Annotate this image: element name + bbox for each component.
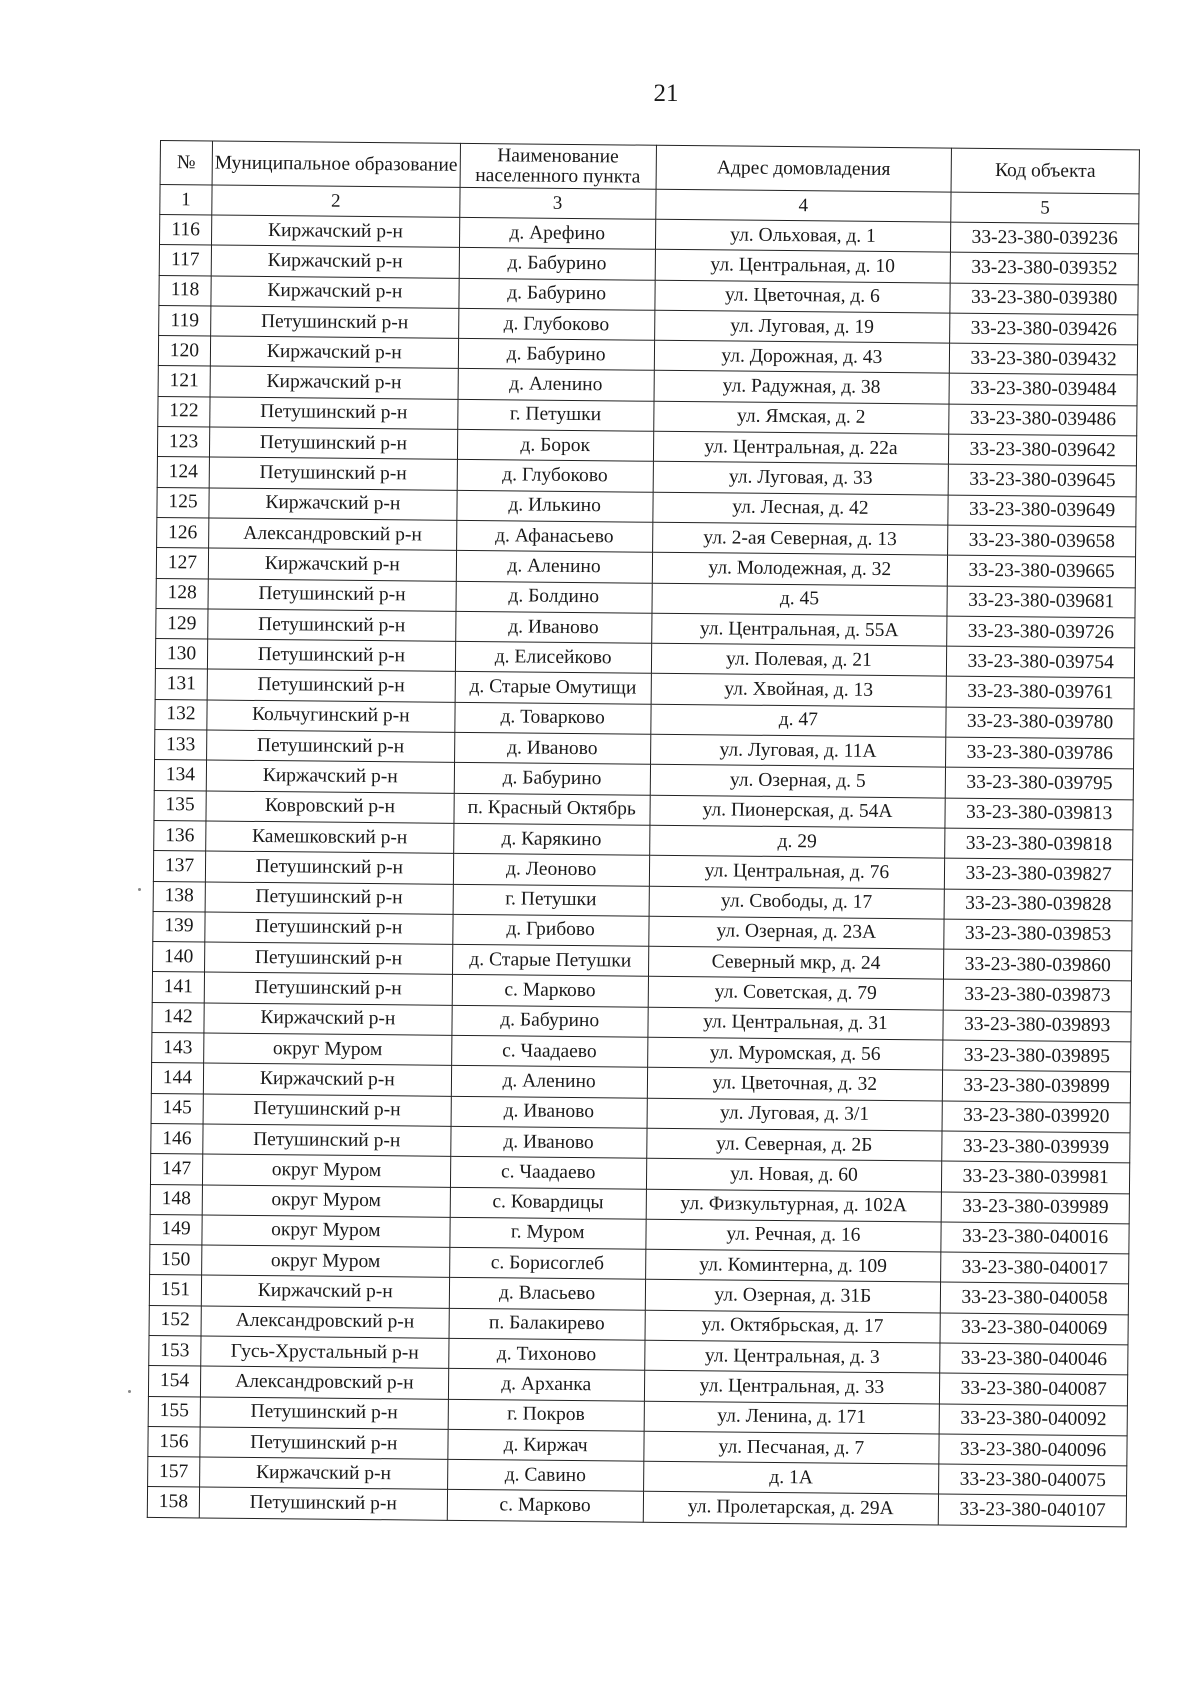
municipality-cell: Петушинский р-н bbox=[205, 851, 453, 884]
object-code-cell: 33-23-380-039895 bbox=[943, 1040, 1131, 1072]
settlement-cell: д. Илькино bbox=[457, 490, 653, 522]
scan-speck bbox=[128, 1390, 131, 1393]
settlement-cell: п. Красный Октябрь bbox=[454, 793, 650, 825]
row-number-cell: 117 bbox=[159, 245, 211, 276]
object-code-cell: 33-23-380-039642 bbox=[949, 434, 1137, 466]
settlement-cell: д. Карякино bbox=[453, 823, 649, 855]
settlement-cell: д. Глубоково bbox=[458, 308, 654, 340]
address-cell: ул. Цветочная, д. 32 bbox=[647, 1068, 943, 1101]
municipality-cell: Кольчугинский р-н bbox=[207, 700, 455, 733]
address-cell: ул. Озерная, д. 31Б bbox=[645, 1280, 941, 1313]
municipality-cell: Петушинский р-н bbox=[207, 639, 455, 672]
row-number-cell: 120 bbox=[158, 336, 210, 367]
address-cell: ул. Центральная, д. 22а bbox=[653, 431, 949, 464]
settlement-cell: д. Елисейково bbox=[455, 642, 651, 674]
address-cell: ул. 2-ая Северная, д. 13 bbox=[652, 522, 948, 555]
row-number-cell: 136 bbox=[154, 820, 206, 851]
address-cell: ул. Коминтерна, д. 109 bbox=[645, 1249, 941, 1282]
object-code-cell: 33-23-380-039853 bbox=[944, 919, 1132, 951]
address-cell: ул. Ленина, д. 171 bbox=[644, 1401, 940, 1434]
municipality-cell: округ Муром bbox=[202, 1154, 450, 1187]
settlement-cell: д. Иваново bbox=[454, 732, 650, 764]
row-number-cell: 131 bbox=[155, 669, 207, 700]
object-code-cell: 33-23-380-039860 bbox=[944, 949, 1132, 981]
scan-speck bbox=[138, 888, 141, 891]
row-number-cell: 137 bbox=[153, 851, 205, 882]
municipality-cell: Александровский р-н bbox=[200, 1366, 448, 1399]
municipality-cell: округ Муром bbox=[202, 1245, 450, 1278]
settlement-cell: с. Марково bbox=[452, 975, 648, 1007]
object-code-cell: 33-23-380-039681 bbox=[947, 586, 1135, 618]
address-cell: ул. Дорожная, д. 43 bbox=[654, 340, 950, 373]
row-number-cell: 142 bbox=[152, 1002, 204, 1033]
object-code-cell: 33-23-380-039754 bbox=[947, 646, 1135, 678]
municipality-cell: Киржачский р-н bbox=[210, 366, 458, 399]
object-code-cell: 33-23-380-039873 bbox=[943, 979, 1131, 1011]
address-cell: ул. Молодежная, д. 32 bbox=[652, 553, 948, 586]
settlement-cell: г. Муром bbox=[450, 1217, 646, 1249]
row-number-cell: 134 bbox=[154, 760, 206, 791]
settlement-cell: д. Бабурино bbox=[459, 248, 655, 280]
address-cell: ул. Центральная, д. 31 bbox=[647, 1007, 943, 1040]
row-number-cell: 138 bbox=[153, 881, 205, 912]
municipality-cell: Петушинский р-н bbox=[209, 427, 457, 460]
row-number-cell: 139 bbox=[153, 911, 205, 942]
object-code-cell: 33-23-380-039380 bbox=[950, 283, 1138, 315]
address-cell: д. 47 bbox=[650, 704, 946, 737]
object-code-cell: 33-23-380-039920 bbox=[942, 1101, 1130, 1133]
municipality-cell: Петушинский р-н bbox=[203, 1124, 451, 1157]
settlement-cell: д. Аленино bbox=[456, 551, 652, 583]
municipality-cell: Петушинский р-н bbox=[208, 609, 456, 642]
object-code-cell: 33-23-380-039939 bbox=[942, 1131, 1130, 1163]
settlement-cell: д. Аленино bbox=[451, 1066, 647, 1098]
object-code-cell: 33-23-380-040069 bbox=[940, 1313, 1128, 1345]
address-cell: ул. Радужная, д. 38 bbox=[654, 371, 950, 404]
object-code-cell: 33-23-380-039989 bbox=[941, 1192, 1129, 1224]
address-cell: ул. Озерная, д. 5 bbox=[650, 765, 946, 798]
settlement-cell: д. Бабурино bbox=[458, 339, 654, 371]
settlement-cell: д. Иваново bbox=[450, 1126, 646, 1158]
row-number-cell: 147 bbox=[150, 1154, 202, 1185]
object-code-cell: 33-23-380-039827 bbox=[945, 858, 1133, 890]
address-cell: ул. Полевая, д. 21 bbox=[651, 643, 947, 676]
municipality-cell: Петушинский р-н bbox=[203, 1094, 451, 1127]
address-cell: ул. Центральная, д. 33 bbox=[644, 1370, 940, 1403]
object-code-cell: 33-23-380-039484 bbox=[949, 374, 1137, 406]
row-number-cell: 123 bbox=[157, 427, 209, 458]
settlement-cell: д. Леоново bbox=[453, 854, 649, 886]
municipality-cell: Петушинский р-н bbox=[199, 1487, 447, 1520]
settlement-cell: д. Власьево bbox=[449, 1278, 645, 1310]
column-number: 1 bbox=[160, 185, 212, 215]
municipality-cell: Ковровский р-н bbox=[206, 791, 454, 824]
address-cell: ул. Ямская, д. 2 bbox=[653, 401, 949, 434]
page-number: 21 bbox=[653, 80, 679, 107]
municipality-cell: Киржачский р-н bbox=[209, 488, 457, 521]
settlement-cell: д. Бабурино bbox=[452, 1005, 648, 1037]
settlement-cell: г. Петушки bbox=[457, 399, 653, 431]
row-number-cell: 129 bbox=[156, 608, 208, 639]
address-cell: ул. Цветочная, д. 6 bbox=[654, 280, 950, 313]
address-cell: д. 1А bbox=[643, 1461, 939, 1494]
row-number-cell: 144 bbox=[151, 1063, 203, 1094]
address-cell: ул. Центральная, д. 55А bbox=[651, 613, 947, 646]
address-cell: ул. Луговая, д. 11А bbox=[650, 734, 946, 767]
object-code-cell: 33-23-380-040075 bbox=[939, 1464, 1127, 1496]
row-number-cell: 145 bbox=[151, 1093, 203, 1124]
address-cell: Северный мкр, д. 24 bbox=[648, 946, 944, 979]
settlement-cell: д. Старые Петушки bbox=[452, 944, 648, 976]
address-cell: ул. Пролетарская, д. 29А bbox=[643, 1492, 939, 1525]
municipality-cell: Петушинский р-н bbox=[200, 1427, 448, 1460]
settlement-cell: д. Глубоково bbox=[457, 460, 653, 492]
header-settlement: Наименование населенного пункта bbox=[460, 143, 656, 189]
municipality-cell: Петушинский р-н bbox=[207, 669, 455, 702]
settlement-cell: с. Чаадаево bbox=[451, 1035, 647, 1067]
municipality-cell: Петушинский р-н bbox=[204, 942, 452, 975]
column-number: 5 bbox=[951, 192, 1139, 224]
municipality-cell: Петушинский р-н bbox=[205, 882, 453, 915]
object-code-cell: 33-23-380-040017 bbox=[941, 1252, 1129, 1284]
row-number-cell: 118 bbox=[159, 275, 211, 306]
row-number-cell: 119 bbox=[159, 305, 211, 336]
settlement-cell: д. Тихоново bbox=[448, 1338, 644, 1370]
object-code-cell: 33-23-380-039981 bbox=[942, 1161, 1130, 1193]
address-cell: ул. Муромская, д. 56 bbox=[647, 1037, 943, 1070]
row-number-cell: 124 bbox=[157, 457, 209, 488]
row-number-cell: 130 bbox=[155, 639, 207, 670]
address-cell: ул. Ольховая, д. 1 bbox=[655, 219, 951, 252]
row-number-cell: 148 bbox=[150, 1184, 202, 1215]
municipality-cell: Камешковский р-н bbox=[206, 821, 454, 854]
municipality-cell: Киржачский р-н bbox=[201, 1275, 449, 1308]
object-code-cell: 33-23-380-039726 bbox=[947, 616, 1135, 648]
address-cell: д. 29 bbox=[649, 825, 945, 858]
settlement-cell: д. Арефино bbox=[459, 217, 655, 249]
header-municipality: Муниципальное образование bbox=[212, 141, 460, 187]
municipality-cell: Киржачский р-н bbox=[203, 1063, 451, 1096]
row-number-cell: 122 bbox=[158, 396, 210, 427]
address-cell: ул. Пионерская, д. 54А bbox=[650, 795, 946, 828]
settlement-cell: д. Товарково bbox=[455, 702, 651, 734]
address-cell: ул. Новая, д. 60 bbox=[646, 1158, 942, 1191]
row-number-cell: 153 bbox=[149, 1335, 201, 1366]
object-code-cell: 33-23-380-040087 bbox=[940, 1373, 1128, 1405]
address-cell: ул. Свободы, д. 17 bbox=[649, 886, 945, 919]
row-number-cell: 128 bbox=[156, 578, 208, 609]
object-code-cell: 33-23-380-039486 bbox=[949, 404, 1137, 436]
settlement-cell: д. Аленино bbox=[458, 369, 654, 401]
address-cell: ул. Октябрьская, д. 17 bbox=[645, 1310, 941, 1343]
object-code-cell: 33-23-380-039645 bbox=[948, 464, 1136, 496]
municipality-cell: Петушинский р-н bbox=[211, 306, 459, 339]
settlement-cell: д. Болдино bbox=[456, 581, 652, 613]
row-number-cell: 156 bbox=[148, 1426, 200, 1457]
object-code-cell: 33-23-380-040046 bbox=[940, 1343, 1128, 1375]
settlement-cell: д. Грибово bbox=[453, 914, 649, 946]
object-code-cell: 33-23-380-039658 bbox=[948, 525, 1136, 557]
municipality-cell: округ Муром bbox=[204, 1033, 452, 1066]
row-number-cell: 149 bbox=[150, 1214, 202, 1245]
municipality-cell: Петушинский р-н bbox=[205, 912, 453, 945]
row-number-cell: 155 bbox=[148, 1396, 200, 1427]
object-code-cell: 33-23-380-040058 bbox=[941, 1282, 1129, 1314]
settlement-cell: д. Иваново bbox=[451, 1096, 647, 1128]
address-cell: ул. Физкультурная, д. 102А bbox=[646, 1189, 942, 1222]
column-number: 2 bbox=[212, 185, 460, 217]
row-number-cell: 158 bbox=[147, 1487, 199, 1518]
municipality-cell: Киржачский р-н bbox=[211, 215, 459, 248]
address-cell: ул. Северная, д. 2Б bbox=[646, 1128, 942, 1161]
object-code-cell: 33-23-380-039899 bbox=[943, 1070, 1131, 1102]
address-cell: ул. Озерная, д. 23А bbox=[648, 916, 944, 949]
municipality-cell: Петушинский р-н bbox=[210, 397, 458, 430]
household-registry-table bbox=[147, 140, 1140, 1527]
address-cell: ул. Лесная, д. 42 bbox=[652, 492, 948, 525]
settlement-cell: г. Покров bbox=[448, 1399, 644, 1431]
object-code-cell: 33-23-380-039818 bbox=[945, 828, 1133, 860]
municipality-cell: Гусь-Хрустальный р-н bbox=[201, 1336, 449, 1369]
header-object-code: Код объекта bbox=[951, 148, 1139, 194]
settlement-cell: д. Иваново bbox=[455, 611, 651, 643]
settlement-cell: г. Петушки bbox=[453, 884, 649, 916]
row-number-cell: 141 bbox=[152, 972, 204, 1003]
municipality-cell: Александровский р-н bbox=[201, 1306, 449, 1339]
settlement-cell: д. Афанасьево bbox=[456, 520, 652, 552]
municipality-cell: Киржачский р-н bbox=[200, 1457, 448, 1490]
settlement-cell: с. Чаадаево bbox=[450, 1157, 646, 1189]
object-code-cell: 33-23-380-040016 bbox=[941, 1222, 1129, 1254]
settlement-cell: с. Ковардицы bbox=[450, 1187, 646, 1219]
row-number-cell: 126 bbox=[157, 517, 209, 548]
address-cell: д. 45 bbox=[652, 583, 948, 616]
row-number-cell: 127 bbox=[156, 548, 208, 579]
row-number-cell: 154 bbox=[148, 1366, 200, 1397]
object-code-cell: 33-23-380-039761 bbox=[946, 677, 1134, 709]
row-number-cell: 143 bbox=[152, 1032, 204, 1063]
row-number-cell: 151 bbox=[149, 1275, 201, 1306]
column-number: 3 bbox=[460, 187, 656, 219]
object-code-cell: 33-23-380-039780 bbox=[946, 707, 1134, 739]
settlement-cell: д. Киржач bbox=[448, 1429, 644, 1461]
row-number-cell: 133 bbox=[155, 730, 207, 761]
address-cell: ул. Песчаная, д. 7 bbox=[643, 1431, 939, 1464]
address-cell: ул. Луговая, д. 3/1 bbox=[647, 1098, 943, 1131]
settlement-cell: д. Арханка bbox=[448, 1369, 644, 1401]
municipality-cell: Киржачский р-н bbox=[211, 276, 459, 309]
row-number-cell: 132 bbox=[155, 699, 207, 730]
object-code-cell: 33-23-380-039786 bbox=[946, 737, 1134, 769]
object-code-cell: 33-23-380-039352 bbox=[950, 252, 1138, 284]
address-cell: ул. Луговая, д. 33 bbox=[653, 462, 949, 495]
object-code-cell: 33-23-380-040092 bbox=[939, 1404, 1127, 1436]
municipality-cell: Александровский р-н bbox=[209, 518, 457, 551]
object-code-cell: 33-23-380-039828 bbox=[944, 889, 1132, 921]
object-code-cell: 33-23-380-039432 bbox=[950, 343, 1138, 375]
row-number-cell: 121 bbox=[158, 366, 210, 397]
object-code-cell: 33-23-380-039649 bbox=[948, 495, 1136, 527]
table-body bbox=[147, 215, 1138, 1527]
settlement-cell: с. Марково bbox=[447, 1490, 643, 1522]
municipality-cell: Киржачский р-н bbox=[208, 548, 456, 581]
municipality-cell: Петушинский р-н bbox=[204, 972, 452, 1005]
address-cell: ул. Советская, д. 79 bbox=[648, 977, 944, 1010]
object-code-cell: 33-23-380-039893 bbox=[943, 1010, 1131, 1042]
column-number: 4 bbox=[655, 189, 951, 222]
municipality-cell: Петушинский р-н bbox=[208, 579, 456, 612]
settlement-cell: д. Бабурино bbox=[454, 763, 650, 795]
row-number-cell: 157 bbox=[148, 1457, 200, 1488]
object-code-cell: 33-23-380-039813 bbox=[945, 798, 1133, 830]
municipality-cell: Киржачский р-н bbox=[211, 245, 459, 278]
settlement-cell: д. Бабурино bbox=[459, 278, 655, 310]
address-cell: ул. Хвойная, д. 13 bbox=[651, 674, 947, 707]
object-code-cell: 33-23-380-040096 bbox=[939, 1434, 1127, 1466]
municipality-cell: Петушинский р-н bbox=[207, 730, 455, 763]
settlement-cell: с. Борисоглеб bbox=[449, 1247, 645, 1279]
object-code-cell: 33-23-380-039795 bbox=[945, 767, 1133, 799]
municipality-cell: округ Муром bbox=[202, 1215, 450, 1248]
municipality-cell: Петушинский р-н bbox=[209, 457, 457, 490]
settlement-cell: д. Борок bbox=[457, 429, 653, 461]
header-number: № bbox=[160, 141, 212, 185]
municipality-cell: Киржачский р-н bbox=[206, 760, 454, 793]
settlement-cell: д. Савино bbox=[447, 1459, 643, 1491]
object-code-cell: 33-23-380-039426 bbox=[950, 313, 1138, 345]
municipality-cell: Киржачский р-н bbox=[204, 1003, 452, 1036]
address-cell: ул. Центральная, д. 76 bbox=[649, 855, 945, 888]
row-number-cell: 116 bbox=[159, 215, 211, 246]
header-address: Адрес домовладения bbox=[656, 145, 952, 192]
settlement-cell: п. Балакирево bbox=[449, 1308, 645, 1340]
object-code-cell: 33-23-380-039236 bbox=[951, 222, 1139, 254]
row-number-cell: 152 bbox=[149, 1305, 201, 1336]
address-cell: ул. Центральная, д. 10 bbox=[655, 250, 951, 283]
object-code-cell: 33-23-380-040107 bbox=[938, 1495, 1126, 1527]
row-number-cell: 150 bbox=[150, 1245, 202, 1276]
municipality-cell: округ Муром bbox=[202, 1184, 450, 1217]
row-number-cell: 125 bbox=[157, 487, 209, 518]
row-number-cell: 140 bbox=[153, 942, 205, 973]
address-cell: ул. Речная, д. 16 bbox=[645, 1219, 941, 1252]
municipality-cell: Петушинский р-н bbox=[200, 1397, 448, 1430]
object-code-cell: 33-23-380-039665 bbox=[947, 555, 1135, 587]
settlement-cell: д. Старые Омутищи bbox=[455, 672, 651, 704]
municipality-cell: Киржачский р-н bbox=[210, 336, 458, 369]
address-cell: ул. Центральная, д. 3 bbox=[644, 1340, 940, 1373]
row-number-cell: 146 bbox=[151, 1123, 203, 1154]
address-cell: ул. Луговая, д. 19 bbox=[654, 310, 950, 343]
row-number-cell: 135 bbox=[154, 790, 206, 821]
